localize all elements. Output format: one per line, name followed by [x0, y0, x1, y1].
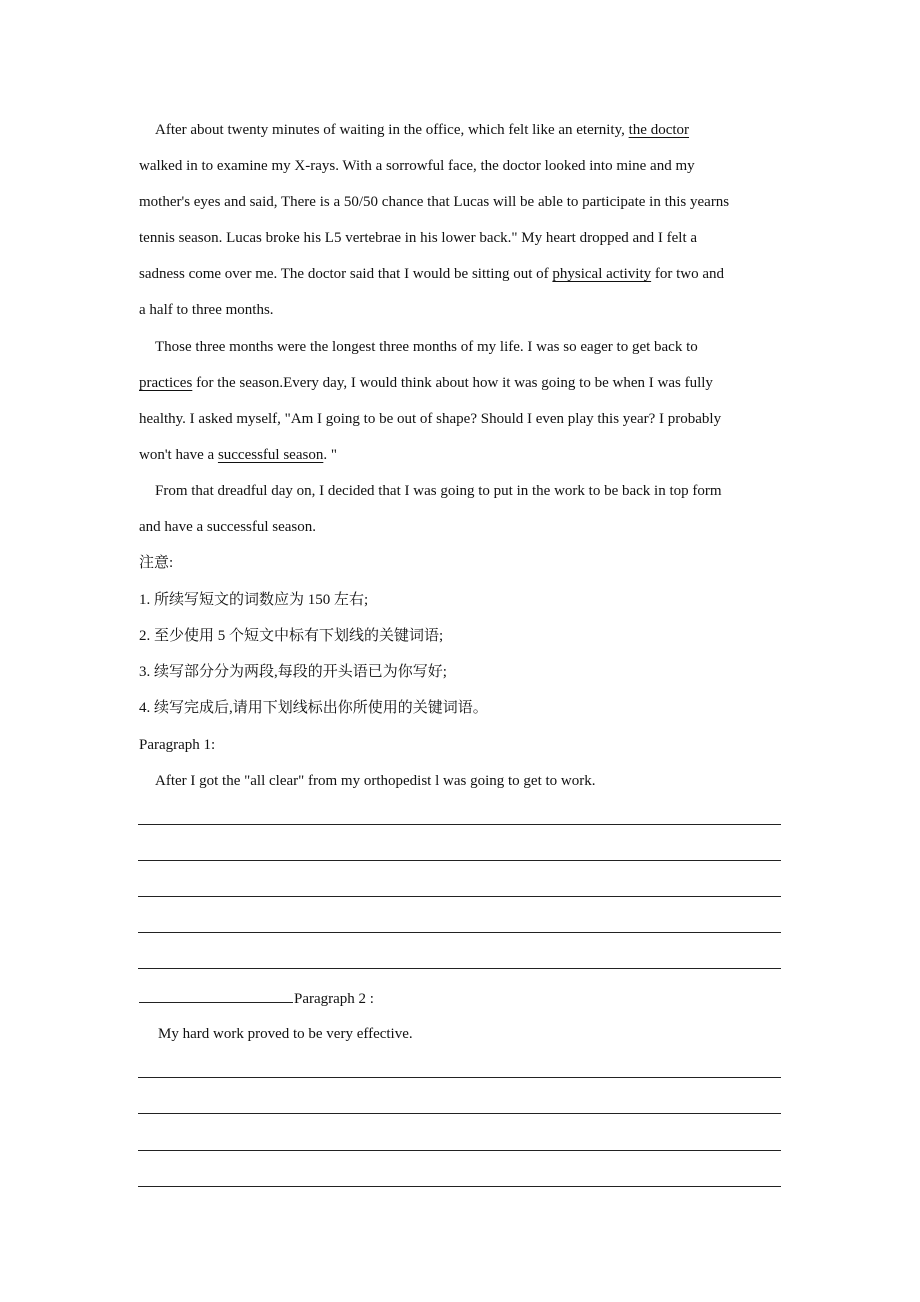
writing-line[interactable]: [138, 968, 781, 969]
writing-line[interactable]: [138, 932, 781, 933]
paragraph-1-opening: After I got the "all clear" from my orthopedist l was going to get to work.: [155, 773, 596, 789]
note-item: 3. 续写部分分为两段,每段的开头语已为你写好;: [139, 664, 447, 680]
note-item: 2. 至少使用 5 个短文中标有下划线的关键词语;: [139, 628, 444, 644]
passage-text: for the season.Every day, I would think about how it was going to be when I was fully: [192, 375, 713, 391]
passage-p2-line1: Those three months were the longest three months of my life. I was so eager to get back to: [155, 339, 698, 355]
passage-p1-line5: [139, 264, 724, 284]
paragraph-2-opening: My hard work proved to be very effective.: [158, 1026, 413, 1042]
passage-p2-line2: [139, 373, 713, 393]
writing-line[interactable]: [138, 1077, 781, 1078]
writing-line[interactable]: [138, 1186, 781, 1187]
writing-line[interactable]: [138, 1150, 781, 1151]
passage-p1-line3: mother's eyes and said, There is a 50/50 chance that Lucas will be able to participate in this yearns: [139, 194, 730, 210]
passage-text: for two and: [651, 266, 725, 282]
paragraph-2-label: Paragraph 2 :: [294, 991, 374, 1007]
passage-text: won't have a: [139, 447, 218, 463]
passage-p3-line1: From that dreadful day on, I decided that I was going to put in the work to be back in top form: [155, 483, 722, 499]
writing-line[interactable]: [138, 824, 781, 825]
key-phrase-the-doctor: the doctor: [628, 122, 690, 138]
passage-p1-line6: a half to three months.: [139, 302, 274, 318]
passage-text: sadness come over me. The doctor said that I would be sitting out of: [139, 266, 553, 282]
writing-line[interactable]: [138, 860, 781, 861]
key-phrase-successful-season: successful season: [217, 447, 324, 463]
notes-heading: 注意:: [139, 555, 174, 571]
key-phrase-practices: practices: [139, 375, 193, 391]
passage-text: After about twenty minutes of waiting in the office, which felt like an eternity,: [155, 122, 629, 138]
passage-p1-line2: walked in to examine my X-rays. With a sorrowful face, the doctor looked into mine and my: [139, 158, 695, 174]
note-item: 4. 续写完成后,请用下划线标出你所使用的关键词语。: [139, 700, 488, 716]
note-item: 1. 所续写短文的词数应为 150 左右;: [139, 592, 369, 608]
paragraph-2-label-row: [139, 988, 374, 1009]
key-phrase-physical-activity: physical activity: [552, 266, 652, 282]
passage-p3-line2: and have a successful season.: [139, 519, 317, 535]
writing-line[interactable]: [138, 896, 781, 897]
passage-text: . ": [323, 447, 337, 463]
writing-line-short[interactable]: [139, 988, 293, 1003]
writing-line[interactable]: [138, 1113, 781, 1114]
passage-p2-line4: [139, 445, 337, 465]
passage-p1-line4: tennis season. Lucas broke his L5 vertebrae in his lower back." My heart dropped and I felt a: [139, 230, 698, 246]
paragraph-1-label: Paragraph 1:: [139, 737, 216, 753]
passage-p1-line1: [155, 120, 689, 140]
passage-p2-line3: healthy. I asked myself, "Am I going to be out of shape? Should I even play this year? I probably: [139, 411, 722, 427]
